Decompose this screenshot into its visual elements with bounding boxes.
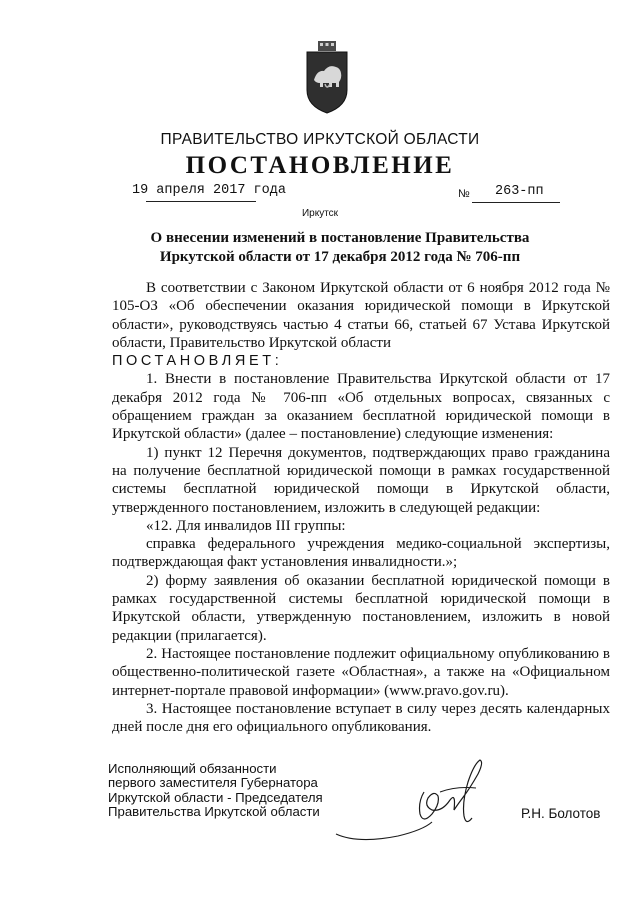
subject-line-2: Иркутской области от 17 декабря 2012 года № 706-пп [159,249,521,265]
signer-title-line-2: первого заместителя Губернатора [108,775,318,791]
city-name: Иркутск [301,208,339,219]
government-name: ПРАВИТЕЛЬСТВО ИРКУТСКОЙ ОБЛАСТИ [160,131,480,148]
subject-line-1: О внесении изменений в постановление Правительства [150,230,530,246]
coat-of-arms-icon [305,40,349,114]
signer-title-line-4: Правительства Иркутской области [108,803,320,819]
quote-title: «12. Для инвалидов III группы: [146,517,346,534]
signer-name: Р.Н. Болотов [521,806,601,821]
preamble-paragraph: В соответствии с Законом Иркутской области от 6 ноября 2012 года № 105-ОЗ «Об обеспечении оказания юридической помощи в Иркутской области», руководствуясь частью 4 статьи 66, статьей 67 Устава Иркутской области, Правительство Иркутской области [112,280,610,351]
signer-title-block [108,762,323,819]
number-sign: № [458,188,470,200]
paragraph-3: 3. Настоящее постановление вступает в силу через десять календарных дней после дня его официального опубликования. [112,700,610,736]
paragraph-1-item-2: 2) форму заявления об оказании бесплатной юридической помощи в рамках государственной системы бесплатной юридической помощи в Иркутской области, утвержденную постановлением, изложить в новой редакции (прилагается). [112,572,610,644]
number-underline [472,202,560,203]
date-underline [146,201,256,202]
document-type-title: ПОСТАНОВЛЕНИЕ [185,152,455,179]
paragraph-1: 1. Внести в постановление Правительства Иркутской области от 17 декабря 2012 года № 706-пп «Об отдельных вопросах, связанных с обращением граждан за оказанием бесплатной юридической помощи в Иркутской области» (далее – постановление) следующие изменения: [112,371,610,443]
signer-title-line-1: Исполняющий обязанности [108,761,277,776]
signer-title-line-3: Иркутской области - Председателя [108,789,323,805]
handwritten-signature [328,752,498,847]
resolves-heading: ПОСТАНОВЛЯЕТ: [112,353,283,370]
document-date: 19 апреля 2017 года [132,183,286,198]
paragraph-2: 2. Настоящее постановление подлежит официальному опубликованию в общественно-политической газете «Областная», а также на «Официальном интернет-портале правовой информации» (www.pravo.gov.ru). [112,645,610,699]
document-subject [130,229,550,267]
document-body [112,279,610,736]
document-number: 263-пп [495,184,544,199]
quote-text: справка федерального учреждения медико-социальной экспертизы, подтверждающая факт установления инвалидности.»; [112,536,610,571]
paragraph-1-item-1: 1) пункт 12 Перечня документов, подтверждающих право гражданина на получение бесплатной юридической помощи в рамках государственной системы бесплатной юридической помощи в Иркутской области, утвержденного постановлением, изложить в следующей редакции: [112,444,610,516]
